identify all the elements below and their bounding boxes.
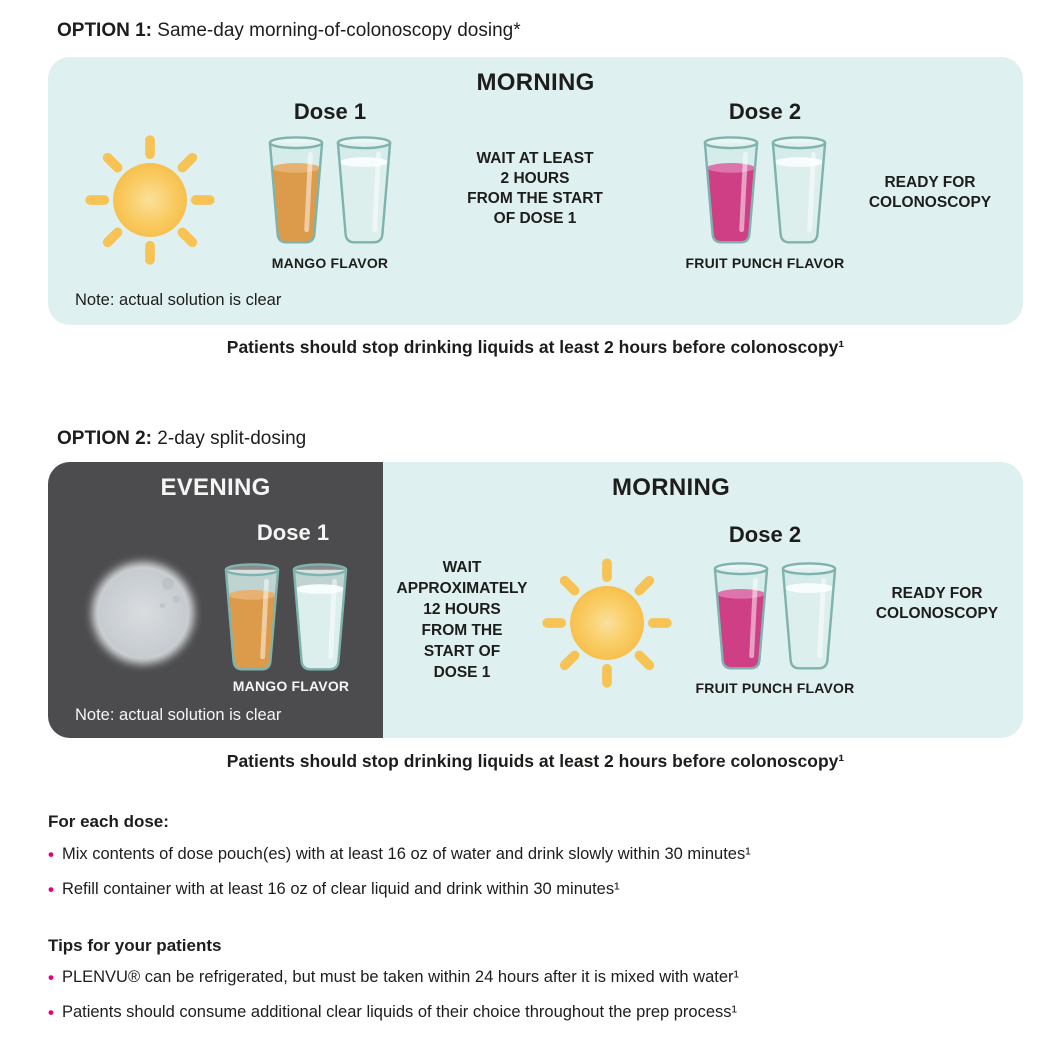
bullet-icon: • [48,845,54,864]
water-glass-icon [768,135,830,251]
dose1-flavor-label: MANGO FLAVOR [271,255,389,271]
morning-dose2-label: Dose 2 [728,522,802,547]
option2-heading-rest: 2-day split-dosing [152,428,307,449]
fruit-punch-glass-icon [710,561,772,677]
list-item [48,845,1028,865]
option1-panel [48,57,1023,325]
evening-dose1-glasses [221,562,351,678]
morning-title: MORNING [476,69,595,96]
for-each-dose-heading: For each dose: [48,812,169,831]
bullet-text: Mix contents of dose pouch(es) with at least 16 oz of water and drink slowly within 30 minutes¹ [61,845,751,863]
tips-heading: Tips for your patients [48,936,222,955]
bullet-text: PLENVU® can be refrigerated, but must be taken within 24 hours after it is mixed with water¹ [61,968,740,986]
solution-note: Note: actual solution is clear [75,291,282,309]
dose2-label: Dose 2 [728,99,802,124]
dose2-flavor-label: FRUIT PUNCH FLAVOR [685,255,845,271]
list-item [48,880,1028,900]
bullet-icon: • [48,880,54,899]
ready-instruction: READY FOR COLONOSCOPY [868,174,992,211]
evening-title: EVENING [160,474,271,501]
sun-icon [84,134,216,266]
option2-panel [48,462,1023,738]
bullet-icon: • [48,1003,54,1022]
dose1-label: Dose 1 [293,99,367,124]
mango-glass-icon [221,562,283,678]
morning-title-2: MORNING [611,474,731,501]
option2-caption: Patients should stop drinking liquids at least 2 hours before colonoscopy¹ [226,751,845,771]
sun-icon [541,557,673,689]
option1-heading [57,20,521,42]
water-glass-icon [289,562,351,678]
wait-instruction: WAIT AT LEAST 2 HOURS FROM THE START OF DOSE 1 [467,150,603,227]
option2-heading [57,428,306,450]
dose1-glasses [265,135,395,251]
evening-dose1-label: Dose 1 [256,520,330,545]
list-item [48,1003,1028,1023]
morning-flavor-label: FRUIT PUNCH FLAVOR [695,680,855,696]
water-glass-icon [333,135,395,251]
bullet-icon: • [48,968,54,987]
evening-section [48,462,383,738]
option1-heading-bold: OPTION 1: [57,20,153,41]
bullet-text: Patients should consume additional clear liquids of their choice throughout the prep process¹ [61,1003,738,1021]
wait-instruction-2: WAIT APPROXIMATELY 12 HOURS FROM THE START OF DOSE 1 [396,559,528,681]
moon-icon [83,553,203,673]
ready-instruction-2: READY FOR COLONOSCOPY [875,585,999,622]
fruit-punch-glass-icon [700,135,762,251]
mango-glass-icon [265,135,327,251]
bullet-text: Refill container with at least 16 oz of clear liquid and drink within 30 minutes¹ [61,880,620,898]
option1-caption: Patients should stop drinking liquids at least 2 hours before colonoscopy¹ [226,337,845,357]
water-glass-icon [778,561,840,677]
evening-solution-note: Note: actual solution is clear [75,706,282,724]
option1-heading-rest: Same-day morning-of-colonoscopy dosing* [152,20,521,41]
morning-dose2-glasses [710,561,840,677]
list-item [48,968,1028,988]
dose2-glasses [700,135,830,251]
evening-flavor-label: MANGO FLAVOR [232,678,350,694]
option2-heading-bold: OPTION 2: [57,428,153,449]
